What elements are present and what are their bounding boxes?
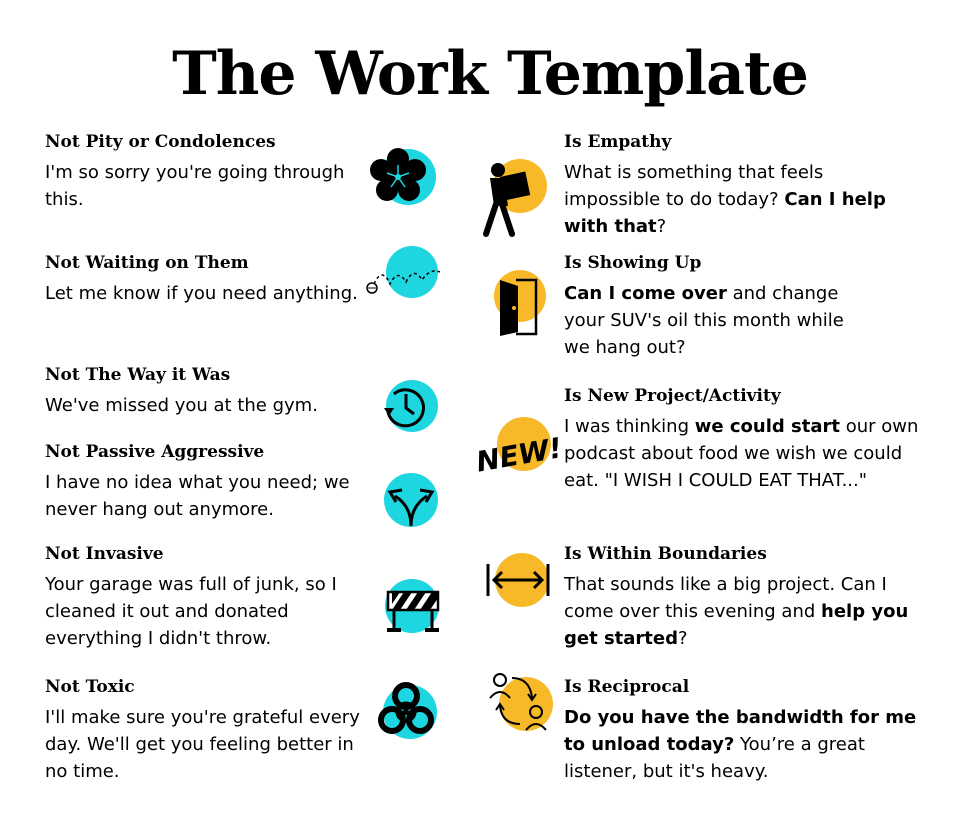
body-text: I'm so sorry you're going through this. xyxy=(45,162,345,210)
right-entry-boundaries xyxy=(564,543,919,652)
entry-heading: Is New Project/Activity xyxy=(564,386,781,406)
entry-body xyxy=(564,413,924,494)
entry-body xyxy=(45,280,365,307)
entry-heading: Not Invasive xyxy=(45,544,164,564)
split-arrows-icon xyxy=(360,462,442,544)
left-entry-way-it-was xyxy=(45,364,365,419)
entry-heading: Not The Way it Was xyxy=(45,365,231,385)
left-entry-toxic xyxy=(45,676,365,785)
emphasis-text: Do you have the bandwidth for me to unload today? xyxy=(564,707,917,755)
entry-body xyxy=(45,469,365,523)
entry-heading: Not Waiting on Them xyxy=(45,253,249,273)
entry-heading: Is Within Boundaries xyxy=(564,544,767,564)
entry-body xyxy=(45,392,365,419)
entry-heading: Not Passive Aggressive xyxy=(45,442,265,462)
right-entry-empathy xyxy=(564,131,924,240)
body-text: We've missed you at the gym. xyxy=(45,395,318,416)
entry-body xyxy=(45,571,365,652)
emphasis-text: Can I come over xyxy=(564,283,727,304)
right-entry-showing-up xyxy=(564,252,864,361)
body-text: What is something that feels impossible to do today? xyxy=(564,162,824,210)
new-badge-icon xyxy=(470,412,565,494)
left-entry-invasive xyxy=(45,543,365,652)
left-entry-passive-aggressive xyxy=(45,441,365,523)
boundary-arrows-icon xyxy=(476,550,558,632)
body-text: our own podcast about food we wish we could eat. "I WISH I COULD EAT THAT..." xyxy=(564,416,919,491)
entry-body xyxy=(45,704,365,785)
emphasis-text: Can I help with that xyxy=(564,189,886,237)
body-text: and change your SUV's oil this month while we hang out? xyxy=(564,283,844,358)
reciprocal-people-icon xyxy=(480,664,562,746)
entry-body xyxy=(564,159,924,240)
body-text: ? xyxy=(656,216,667,237)
body-text: Let me know if you need anything. xyxy=(45,283,358,304)
svg-text:NEW!: NEW! xyxy=(473,431,565,479)
entry-body xyxy=(564,571,919,652)
body-text: Your garage was full of junk, so I cleaned it out and donated everything I didn't throw. xyxy=(45,574,337,649)
bouncing-ball-icon xyxy=(360,248,442,330)
entry-body xyxy=(564,704,924,785)
barricade-icon xyxy=(370,570,452,652)
entry-heading: Not Pity or Condolences xyxy=(45,132,276,152)
body-text: I have no idea what you need; we never hang out anymore. xyxy=(45,472,350,520)
entry-body xyxy=(45,159,365,213)
body-text: That sounds like a big project. Can I come over this evening and xyxy=(564,574,887,622)
emphasis-text: we could start xyxy=(694,416,840,437)
person-carrying-box-icon xyxy=(472,156,554,238)
entry-body xyxy=(564,280,864,361)
history-clock-icon xyxy=(364,368,446,450)
biohazard-icon xyxy=(366,670,448,752)
body-text: I'll make sure you're grateful every day. We'll get you feeling better in no time. xyxy=(45,707,360,782)
left-entry-waiting xyxy=(45,252,365,307)
entry-heading: Is Reciprocal xyxy=(564,677,690,697)
emphasis-text: help you get started xyxy=(564,601,909,649)
right-entry-new-project xyxy=(564,385,924,494)
page-title: The Work Template xyxy=(172,39,808,109)
entry-heading: Not Toxic xyxy=(45,677,135,697)
left-entry-pity xyxy=(45,131,365,213)
right-entry-reciprocal xyxy=(564,676,924,785)
body-text: I was thinking xyxy=(564,416,695,437)
hibiscus-flower-icon xyxy=(360,137,442,219)
body-text: ? xyxy=(678,628,688,649)
body-text: You’re a great listener, but it's heavy. xyxy=(564,734,865,782)
entry-heading: Is Showing Up xyxy=(564,253,702,273)
entry-heading: Is Empathy xyxy=(564,132,672,152)
open-door-icon xyxy=(480,262,562,344)
